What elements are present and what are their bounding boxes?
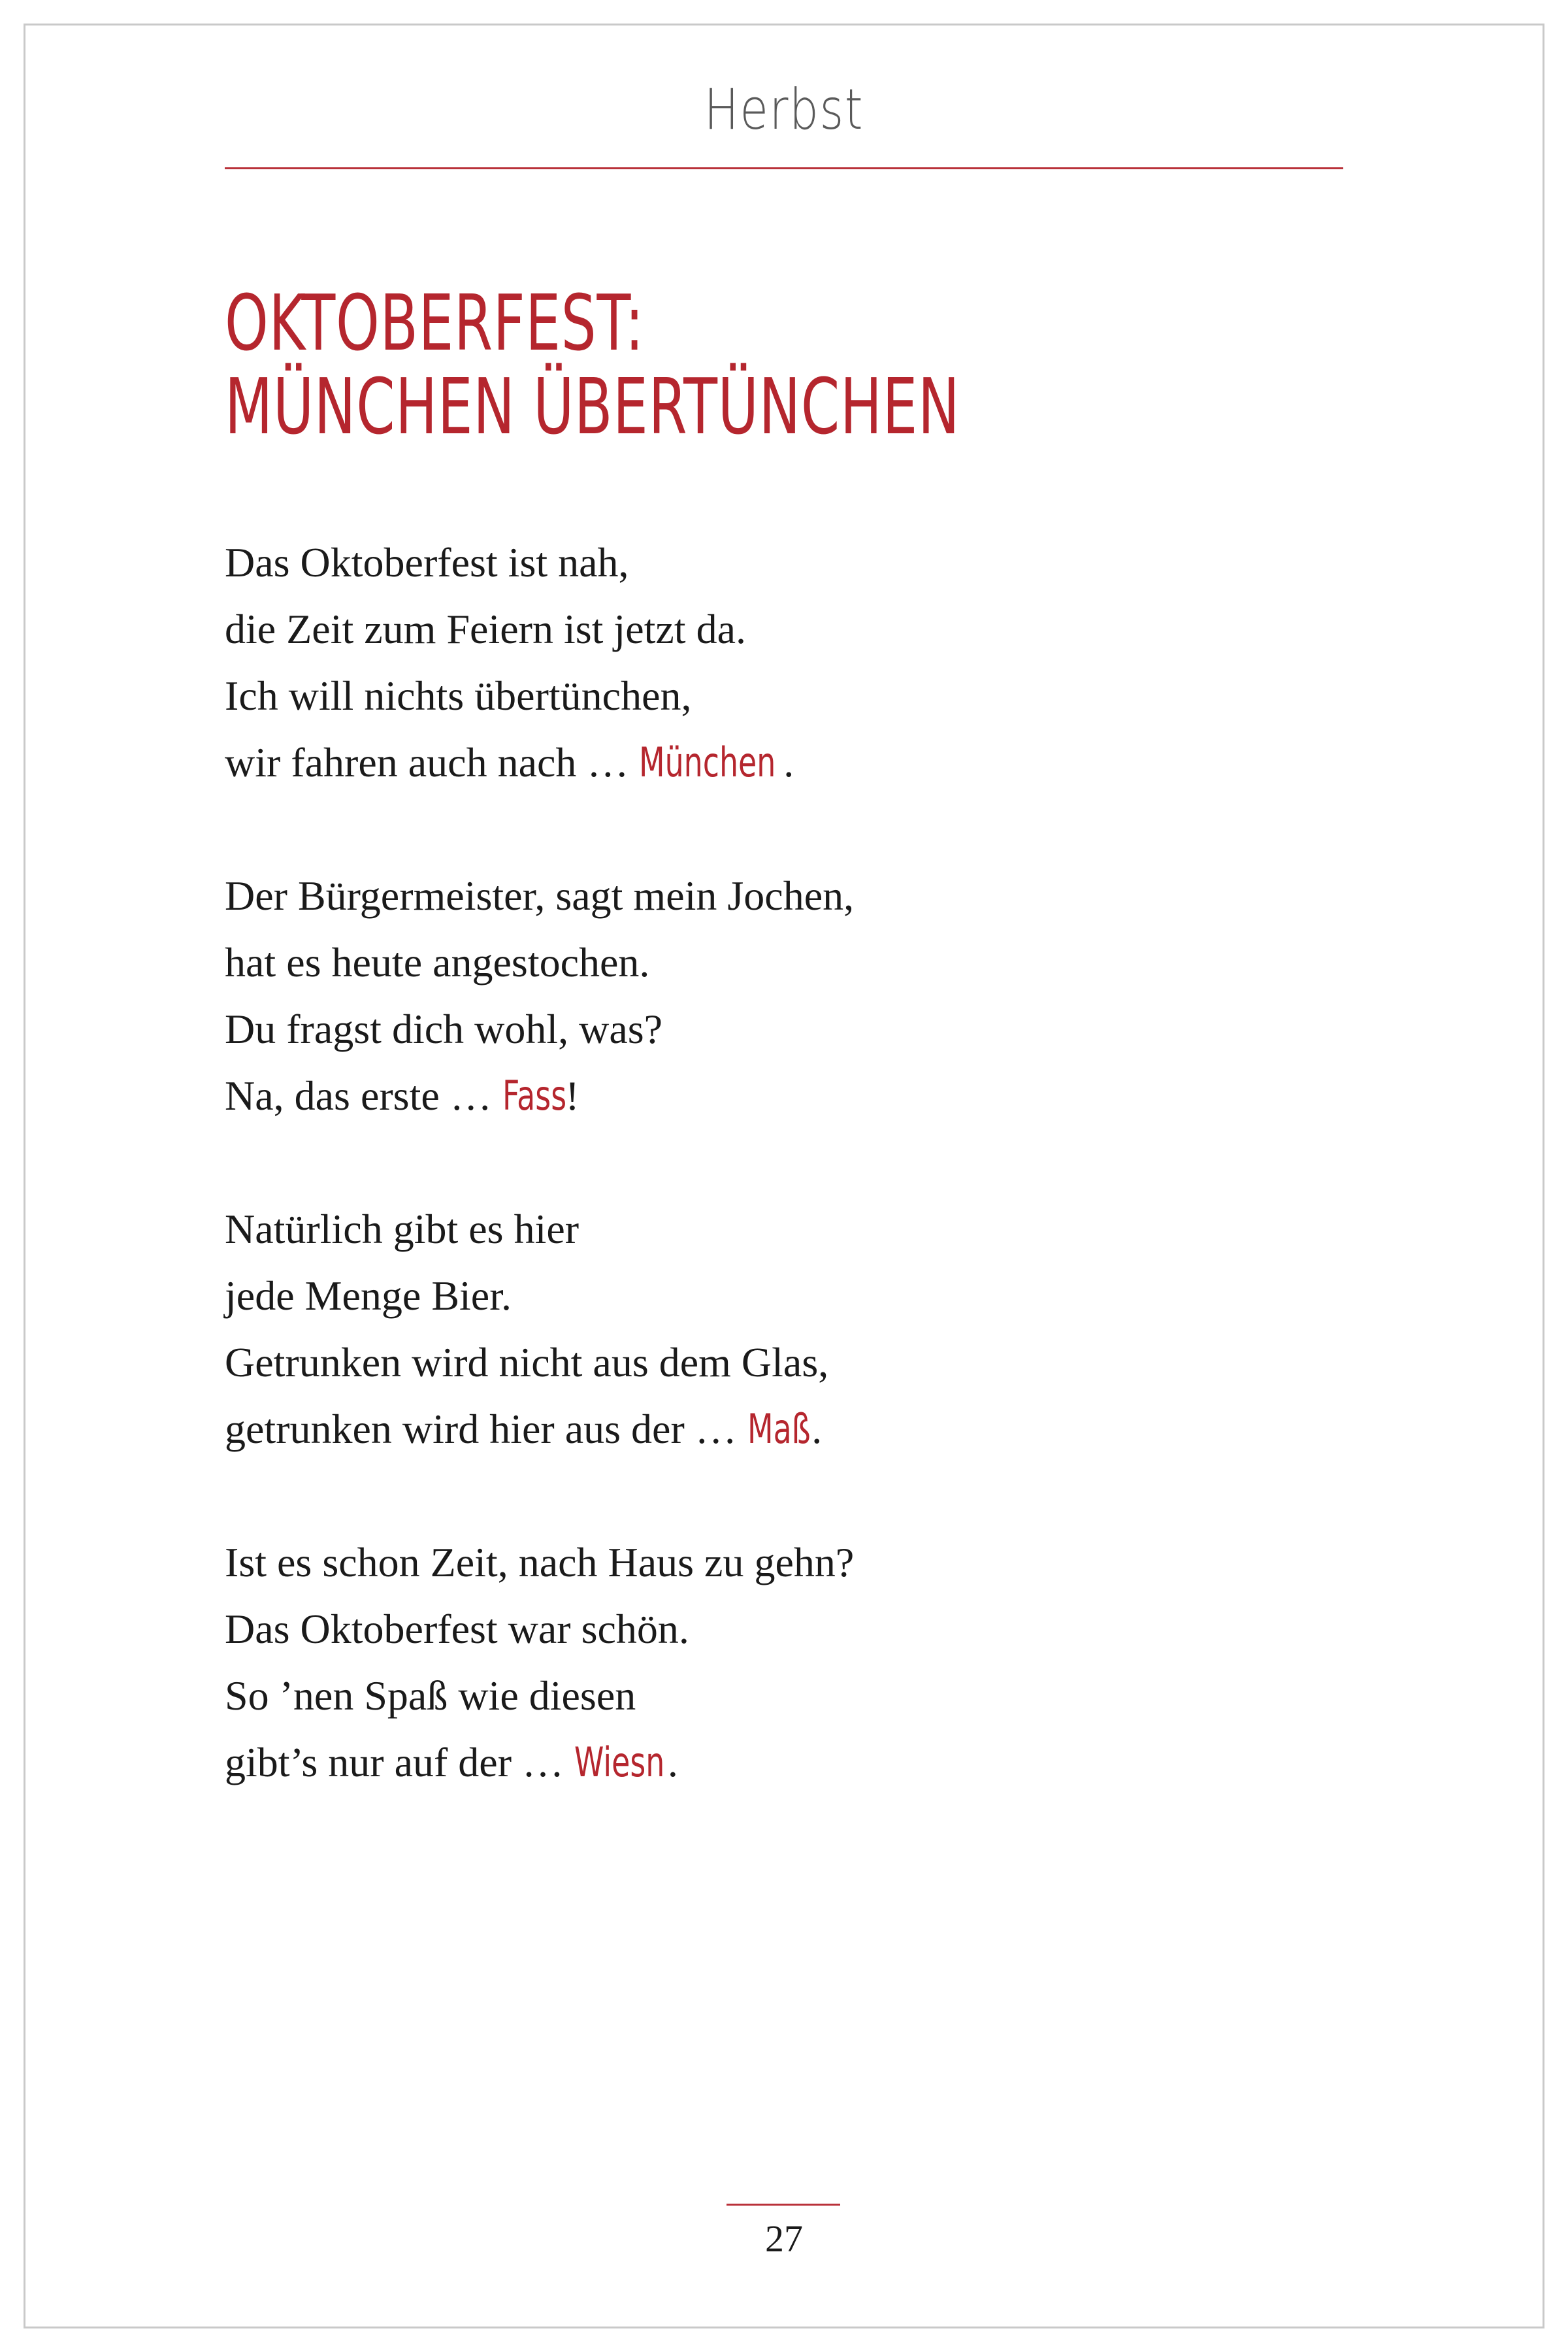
line-end: . [811,1406,823,1452]
stanza-1 [225,529,854,796]
running-header: Herbst [704,77,864,142]
page-number: 27 [765,2217,803,2260]
line-text: Ist es schon Zeit, nach Haus zu gehn? [225,1539,855,1585]
stanza-3 [225,1196,854,1463]
line-text: Das Oktoberfest ist nah, [225,539,629,586]
poem-line [225,1596,854,1663]
line-text: die Zeit zum Feiern ist jetzt da. [225,606,746,652]
poem [225,529,854,1863]
line-text: Der Bürgermeister, sagt mein Jochen, [225,872,855,919]
rhyme-word: Fass [502,1072,566,1119]
footer-rule [727,2204,840,2206]
line-text: Na, das erste … [225,1072,502,1119]
line-text: wir fahren auch nach … [225,739,640,786]
poem-line [225,529,854,596]
line-text: hat es heute angestochen. [225,939,650,986]
poem-line [225,996,854,1063]
header-rule [225,167,1343,169]
poem-line [225,1196,854,1263]
poem-line [225,729,854,796]
rhyme-word: München [639,738,776,786]
title-line-1: OKTOBERFEST: [225,278,645,368]
poem-line [225,596,854,663]
line-text: Getrunken wird nicht aus dem Glas, [225,1339,829,1385]
line-text: gibt’s nur auf der … [225,1739,574,1785]
stanza-2 [225,863,854,1129]
poem-line [225,1396,854,1463]
title-line-2: MÜNCHEN ÜBERTÜNCHEN [225,361,960,452]
line-text: Ich will nichts übertünchen, [225,672,692,719]
line-text: getrunken wird hier aus der … [225,1406,747,1452]
stanza-4 [225,1529,854,1796]
poem-line [225,1063,854,1129]
rhyme-word: Wiesn [574,1738,665,1786]
line-text: Das Oktoberfest war schön. [225,1606,689,1652]
line-text: jede Menge Bier. [225,1272,512,1319]
line-text: Natürlich gibt es hier [225,1206,580,1252]
line-end: . [783,739,794,786]
line-end: ! [565,1072,580,1119]
poem-line [225,1663,854,1729]
poem-line [225,1329,854,1396]
poem-line [225,863,854,929]
poem-line [225,929,854,996]
page-title [225,278,960,452]
poem-line [225,1729,854,1796]
rhyme-word: Maß [747,1405,811,1453]
poem-line [225,1529,854,1596]
line-text: So ’nen Spaß wie diesen [225,1672,636,1719]
line-end: . [667,1739,678,1785]
poem-line [225,1263,854,1329]
poem-line [225,663,854,729]
line-text: Du fragst dich wohl, was? [225,1006,663,1052]
